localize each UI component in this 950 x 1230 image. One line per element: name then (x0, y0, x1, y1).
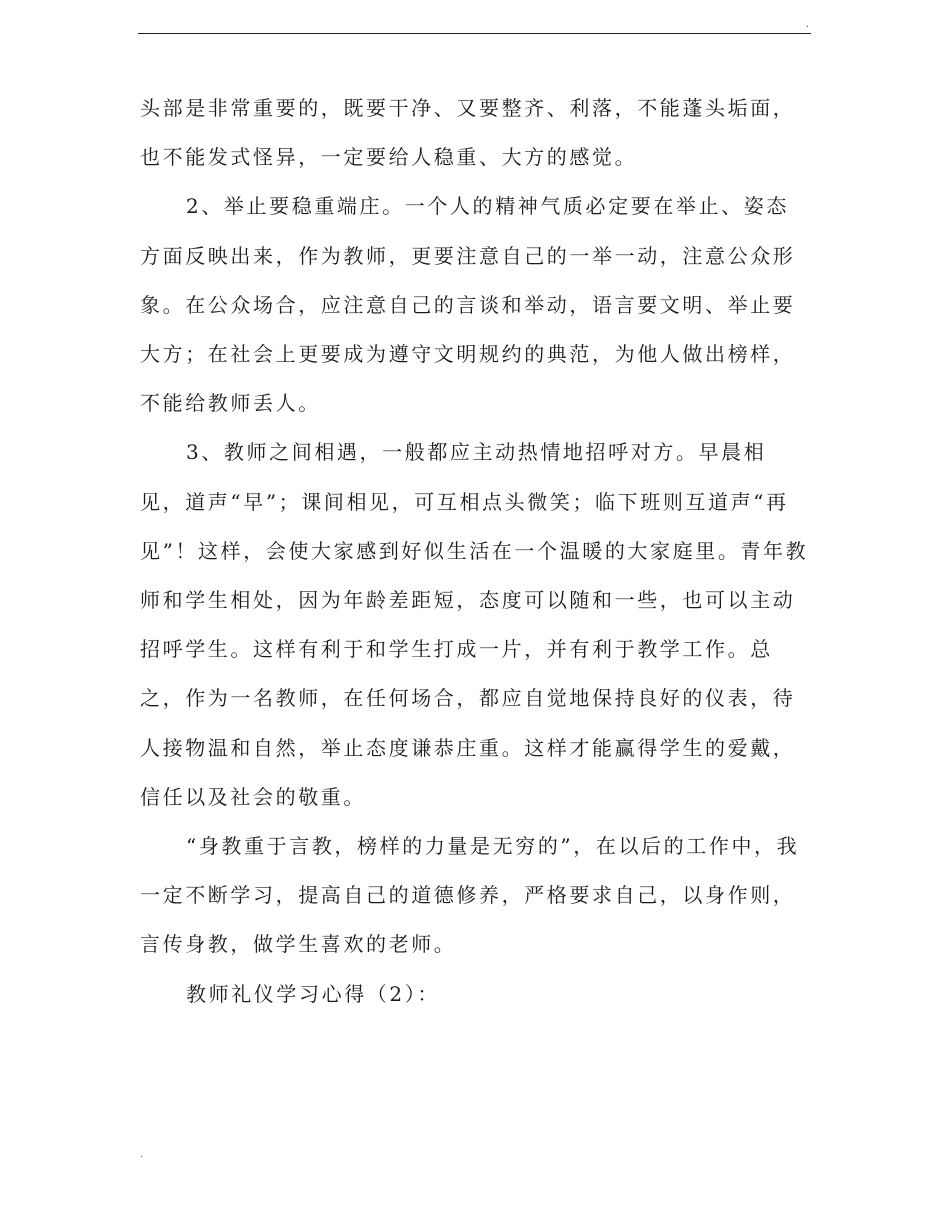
header-rule (138, 33, 811, 34)
paragraph-demeanor: 2、举止要稳重端庄。一个人的精神气质必定要在举止、姿态方面反映出来，作为教师，更要注意自己的一举一动，注意公众形象。在公众场合，应注意自己的言谈和举动，语言要文明、举止要大方；在社会上更要成为遵守文明规约的典范，为他人做出榜样，不能给教师丢人。 (140, 194, 796, 416)
document-body (140, 84, 810, 1019)
paragraph-greeting: 3、教师之间相遇，一般都应主动热情地招呼对方。早晨相见，道声“早”；课间相见，可互相点头微笑；临下班则互道声“再见”！这样，会使大家感到好似生活在一个温暖的大家庭里。青年教师和学生相处，因为年龄差距短，态度可以随和一些，也可以主动招呼学生。这样有利于和学生打成一片，并有利于教学工作。总之，作为一名教师，在任何场合，都应自觉地保持良好的仪表，待人接物温和自然，举止态度谦恭庄重。这样才能赢得学生的爱戴，信任以及社会的敬重。 (140, 440, 809, 809)
footer-marker: . (140, 1150, 143, 1160)
header-marker: . (806, 20, 809, 30)
paragraph-hair: 头部是非常重要的，既要干净、又要整齐、利落，不能蓬头垢面，也不能发式怪异，一定要给人稳重、大方的感觉。 (140, 96, 796, 170)
section-heading: 教师礼仪学习心得（2）： (186, 981, 440, 1006)
paragraph-conclusion: “身教重于言教，榜样的力量是无穷的”，在以后的工作中，我一定不断学习，提高自己的道德修养，严格要求自己，以身作则，言传身教，做学生喜欢的老师。 (140, 834, 800, 957)
